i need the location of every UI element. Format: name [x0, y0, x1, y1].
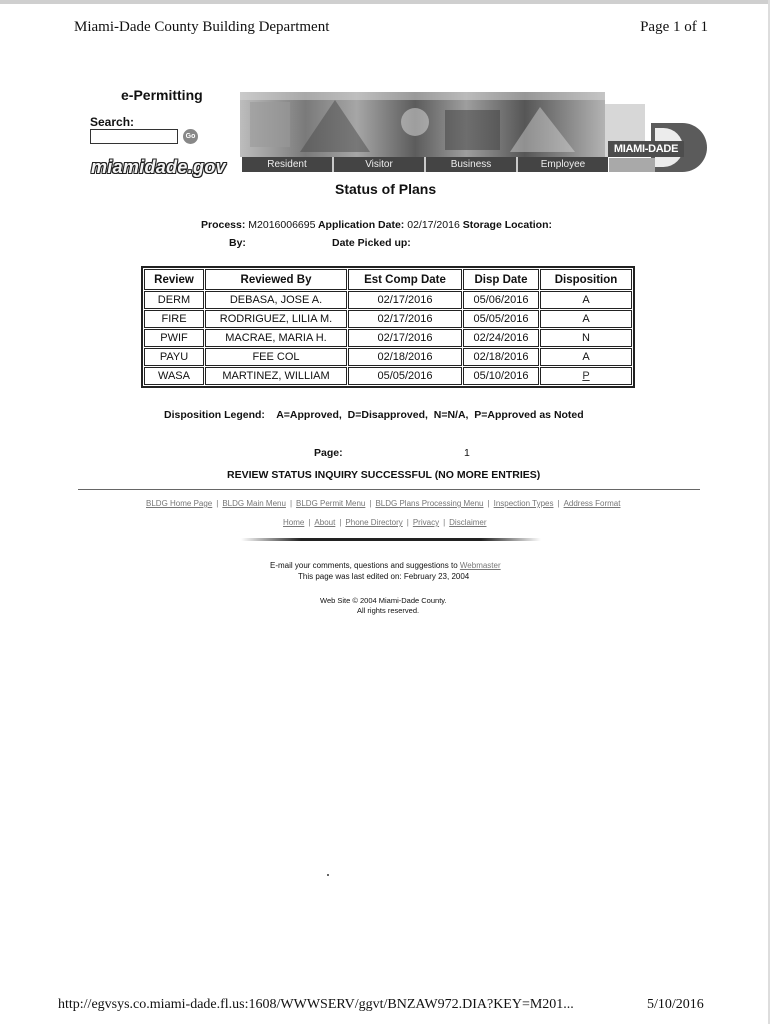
edited-line [298, 572, 469, 581]
link-bldg-home[interactable]: BLDG Home Page [146, 499, 213, 508]
logo-stripes [609, 158, 655, 172]
rights-reserved: All rights reserved. [357, 606, 420, 615]
link-bldg-permit-menu[interactable]: BLDG Permit Menu [296, 499, 366, 508]
webmaster-link[interactable]: Webmaster [459, 561, 501, 570]
process-value: M2016006695 [248, 219, 316, 231]
search-input[interactable] [90, 129, 178, 144]
header-disp-date: Disp Date [463, 269, 539, 290]
header-review: Review [144, 269, 204, 290]
scan-speck [327, 874, 329, 876]
cell-review: PAYU [144, 348, 204, 366]
link-inspection-types[interactable]: Inspection Types [493, 499, 554, 508]
legend-items: A=Approved, D=Disapproved, N=N/A, P=Approved as Noted [276, 409, 584, 421]
footer-links-row-1: BLDG Home Page | BLDG Main Menu | BLDG Permit Menu | BLDG Plans Processing Menu | Inspection Types | Address Format [146, 499, 621, 508]
cell-review: DERM [144, 291, 204, 309]
edited-text: This page was last edited on: [298, 572, 402, 581]
divider [78, 489, 700, 490]
edited-date: February 23, 2004 [403, 572, 470, 581]
link-address-format[interactable]: Address Format [563, 499, 621, 508]
table-row [144, 291, 632, 309]
cell-disposition: A [540, 310, 632, 328]
cell-review: WASA [144, 367, 204, 385]
storage-location-label: Storage Location: [462, 219, 552, 231]
application-date-label: Application Date: [317, 219, 405, 231]
section-title: e-Permitting [121, 87, 203, 103]
decorative-divider [241, 538, 541, 541]
date-picked-up-label: Date Picked up: [332, 237, 411, 249]
nav-employee[interactable]: Employee [516, 157, 608, 172]
process-label: Process: [201, 219, 246, 231]
header-disposition: Disposition [540, 269, 632, 290]
table-row [144, 348, 632, 366]
cell-disposition-link[interactable] [540, 367, 632, 385]
search-go-button[interactable]: Go [183, 129, 198, 144]
by-label: By: [229, 237, 246, 249]
cell-reviewer: MACRAE, MARIA H. [205, 329, 347, 347]
print-footer-date: 5/10/2016 [647, 997, 704, 1012]
nav-visitor[interactable]: Visitor [332, 157, 424, 172]
cell-est-comp-date: 02/18/2016 [348, 348, 462, 366]
link-privacy[interactable]: Privacy [412, 518, 440, 527]
header-reviewed-by: Reviewed By [205, 269, 347, 290]
application-date-value: 02/17/2016 [407, 219, 460, 231]
footer-links-row-2: Home | About | Phone Directory | Privacy | Disclaimer [283, 518, 487, 527]
email-line [270, 561, 501, 570]
print-header-page: Page 1 of 1 [640, 19, 708, 35]
cell-disp-date: 02/24/2016 [463, 329, 539, 347]
site-logo[interactable]: miamidade.gov [91, 157, 226, 177]
link-bldg-main-menu[interactable]: BLDG Main Menu [222, 499, 286, 508]
cell-review: PWIF [144, 329, 204, 347]
cell-est-comp-date: 02/17/2016 [348, 291, 462, 309]
table-row [144, 310, 632, 328]
nav-resident[interactable]: Resident [267, 159, 307, 170]
disposition-legend [164, 409, 584, 421]
page-title: Status of Plans [335, 181, 437, 197]
link-home[interactable]: Home [283, 518, 305, 527]
legend-label: Disposition Legend: [164, 409, 265, 421]
link-bldg-plans-processing[interactable]: BLDG Plans Processing Menu [375, 499, 484, 508]
print-header-title: Miami-Dade County Building Department [74, 19, 330, 35]
cell-est-comp-date: 05/05/2016 [348, 367, 462, 385]
process-line [201, 219, 552, 231]
search-label: Search: [90, 115, 135, 129]
cell-disposition: A [540, 348, 632, 366]
cell-disposition: N [540, 329, 632, 347]
table-row [144, 329, 632, 347]
cell-disp-date: 05/05/2016 [463, 310, 539, 328]
header-est-comp-date: Est Comp Date [348, 269, 462, 290]
link-phone-directory[interactable]: Phone Directory [345, 518, 403, 527]
cell-disp-date: 05/06/2016 [463, 291, 539, 309]
copyright: Web Site © 2004 Miami-Dade County. [320, 596, 447, 605]
link-about[interactable]: About [314, 518, 336, 527]
cell-reviewer: RODRIGUEZ, LILIA M. [205, 310, 347, 328]
table-header-row [144, 269, 632, 290]
inquiry-status-message: REVIEW STATUS INQUIRY SUCCESSFUL (NO MORE ENTRIES) [227, 469, 541, 481]
top-edge [0, 0, 770, 4]
review-table [141, 266, 635, 388]
disposition-link[interactable]: P [582, 370, 590, 382]
header-banner-image [240, 92, 605, 157]
cell-est-comp-date: 02/17/2016 [348, 310, 462, 328]
link-disclaimer[interactable]: Disclaimer [449, 518, 487, 527]
cell-disp-date: 05/10/2016 [463, 367, 539, 385]
cell-disposition: A [540, 291, 632, 309]
table-row [144, 367, 632, 385]
nav-business[interactable]: Business [424, 157, 516, 172]
cell-disp-date: 02/18/2016 [463, 348, 539, 366]
miami-dade-brand: MIAMI-DADE [608, 141, 684, 157]
site-nav [242, 157, 608, 172]
page-label: Page: [314, 447, 343, 459]
page-number: 1 [464, 447, 470, 459]
cell-review: FIRE [144, 310, 204, 328]
cell-reviewer: FEE COL [205, 348, 347, 366]
email-text: E-mail your comments, questions and suggestions to [270, 561, 458, 570]
print-footer-url: http://egvsys.co.miami-dade.fl.us:1608/WWWSERV/ggvt/BNZAW972.DIA?KEY=M201... [58, 997, 574, 1012]
cell-reviewer: DEBASA, JOSE A. [205, 291, 347, 309]
cell-est-comp-date: 02/17/2016 [348, 329, 462, 347]
cell-reviewer: MARTINEZ, WILLIAM [205, 367, 347, 385]
